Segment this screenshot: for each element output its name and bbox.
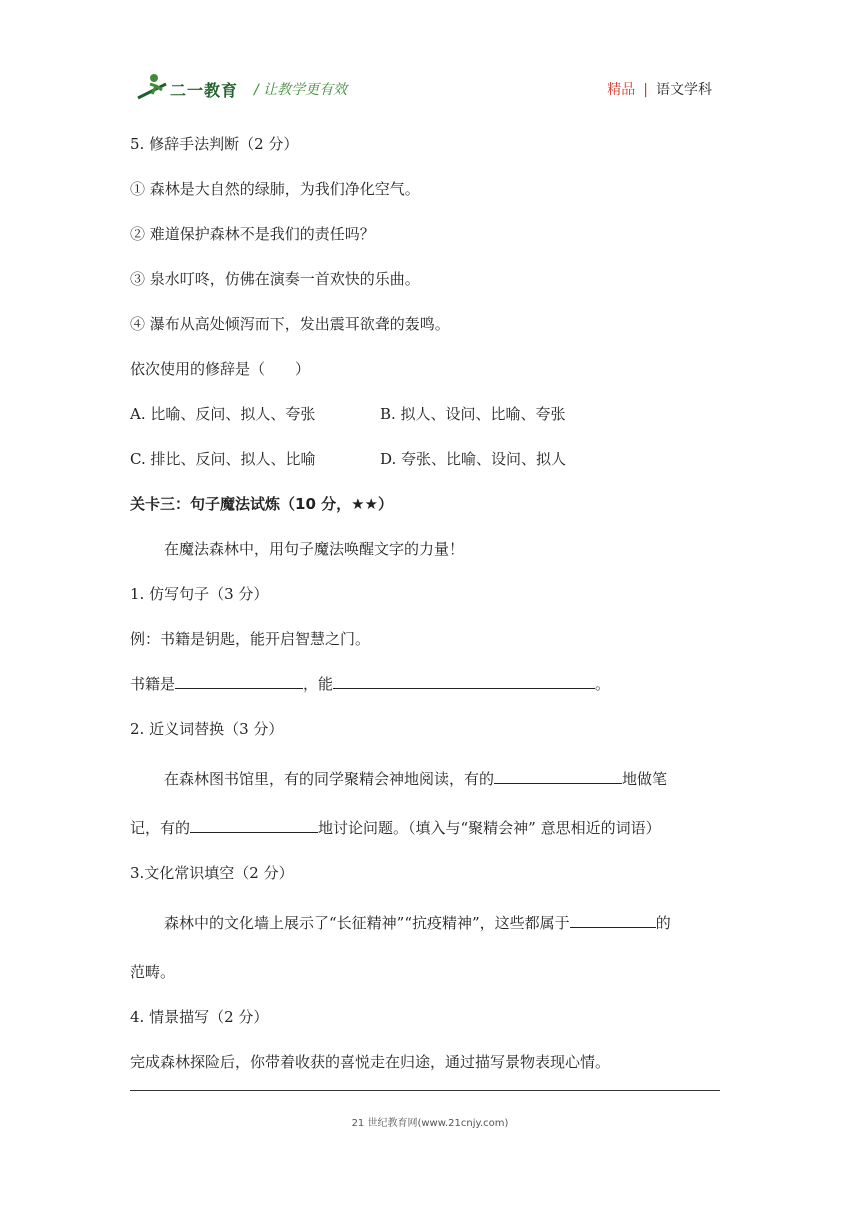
quality-label: 精品 bbox=[607, 82, 636, 98]
q1-fill-a: 书籍是 bbox=[130, 675, 176, 693]
answer-blank[interactable] bbox=[570, 913, 656, 928]
q1-fill-c: 。 bbox=[595, 675, 611, 693]
option-a: A. 比喻、反问、拟人、夸张 bbox=[130, 405, 316, 423]
q5-options-row-1 bbox=[130, 392, 730, 437]
q1-example: 例：书籍是钥匙，能开启智慧之门。 bbox=[130, 630, 371, 648]
q2-line1-b: 地做笔 bbox=[622, 770, 668, 788]
footer-text: 21 世纪教育网(www.21cnjy.com) bbox=[351, 1118, 509, 1129]
header-separator: | bbox=[643, 82, 648, 98]
q4-desc: 完成森林探险后，你带着收获的喜悦走在归途，通过描写景物表现心情。 bbox=[130, 1053, 611, 1071]
page-content bbox=[130, 122, 730, 1085]
q5-item-2: ② 难道保护森林不是我们的责任吗？ bbox=[130, 225, 375, 243]
q4-title: 4. 情景描写（2 分） bbox=[130, 1008, 269, 1026]
q3-line-1 bbox=[130, 896, 730, 950]
level3-intro: 在魔法森林中，用句子魔法唤醒文字的力量！ bbox=[164, 540, 465, 558]
subject-label: 语文学科 bbox=[656, 82, 712, 98]
q3-line1-b: 的 bbox=[655, 914, 671, 932]
page-header bbox=[130, 70, 720, 106]
q5-prompt: 依次使用的修辞是（ ） bbox=[130, 360, 311, 378]
q1-title: 1. 仿写句子（3 分） bbox=[130, 585, 269, 603]
q2-line1-a: 在森林图书馆里，有的同学聚精会神地阅读，有的 bbox=[164, 770, 495, 788]
logo-text: 二一教育 bbox=[170, 81, 239, 100]
answer-blank[interactable] bbox=[175, 674, 303, 689]
option-d: D. 夸张、比喻、设问、拟人 bbox=[380, 450, 567, 468]
level3-title: 关卡三：句子魔法试炼（10 分，★★） bbox=[130, 495, 393, 513]
slogan: / 让教学更有效 bbox=[254, 82, 348, 98]
header-right bbox=[607, 79, 712, 99]
q2-line2-a: 记，有的 bbox=[130, 819, 191, 837]
answer-blank[interactable] bbox=[333, 674, 595, 689]
option-c: C. 排比、反问、拟人、比喻 bbox=[130, 450, 316, 468]
q5-item-4: ④ 瀑布从高处倾泻而下，发出震耳欲聋的轰鸣。 bbox=[130, 315, 450, 333]
q5-title: 5. 修辞手法判断（2 分） bbox=[130, 135, 299, 153]
logo bbox=[136, 72, 248, 102]
q2-line-2 bbox=[130, 806, 730, 851]
q2-title: 2. 近义词替换（3 分） bbox=[130, 720, 284, 738]
q5-options-row-2 bbox=[130, 437, 730, 482]
footer-divider bbox=[130, 1090, 720, 1091]
answer-blank[interactable] bbox=[190, 818, 318, 833]
q1-fill-b: ，能 bbox=[303, 675, 334, 693]
q5-item-1: ① 森林是大自然的绿肺，为我们净化空气。 bbox=[130, 180, 420, 198]
q3-line1-a: 森林中的文化墙上展示了“长征精神”“抗疫精神”，这些都属于 bbox=[164, 914, 570, 932]
option-b: B. 拟人、设问、比喻、夸张 bbox=[380, 405, 566, 423]
q3-line-2: 范畴。 bbox=[130, 963, 176, 981]
q5-item-3: ③ 泉水叮咚，仿佛在演奏一首欢快的乐曲。 bbox=[130, 270, 420, 288]
q1-fill-line bbox=[130, 662, 730, 707]
q2-line-1 bbox=[130, 752, 730, 806]
q2-line2-b: 地讨论问题。（填入与“聚精会神” 意思相近的词语） bbox=[318, 819, 661, 837]
q3-title: 3.文化常识填空（2 分） bbox=[130, 864, 294, 882]
answer-blank[interactable] bbox=[494, 769, 622, 784]
runner-logo-icon bbox=[136, 72, 170, 102]
